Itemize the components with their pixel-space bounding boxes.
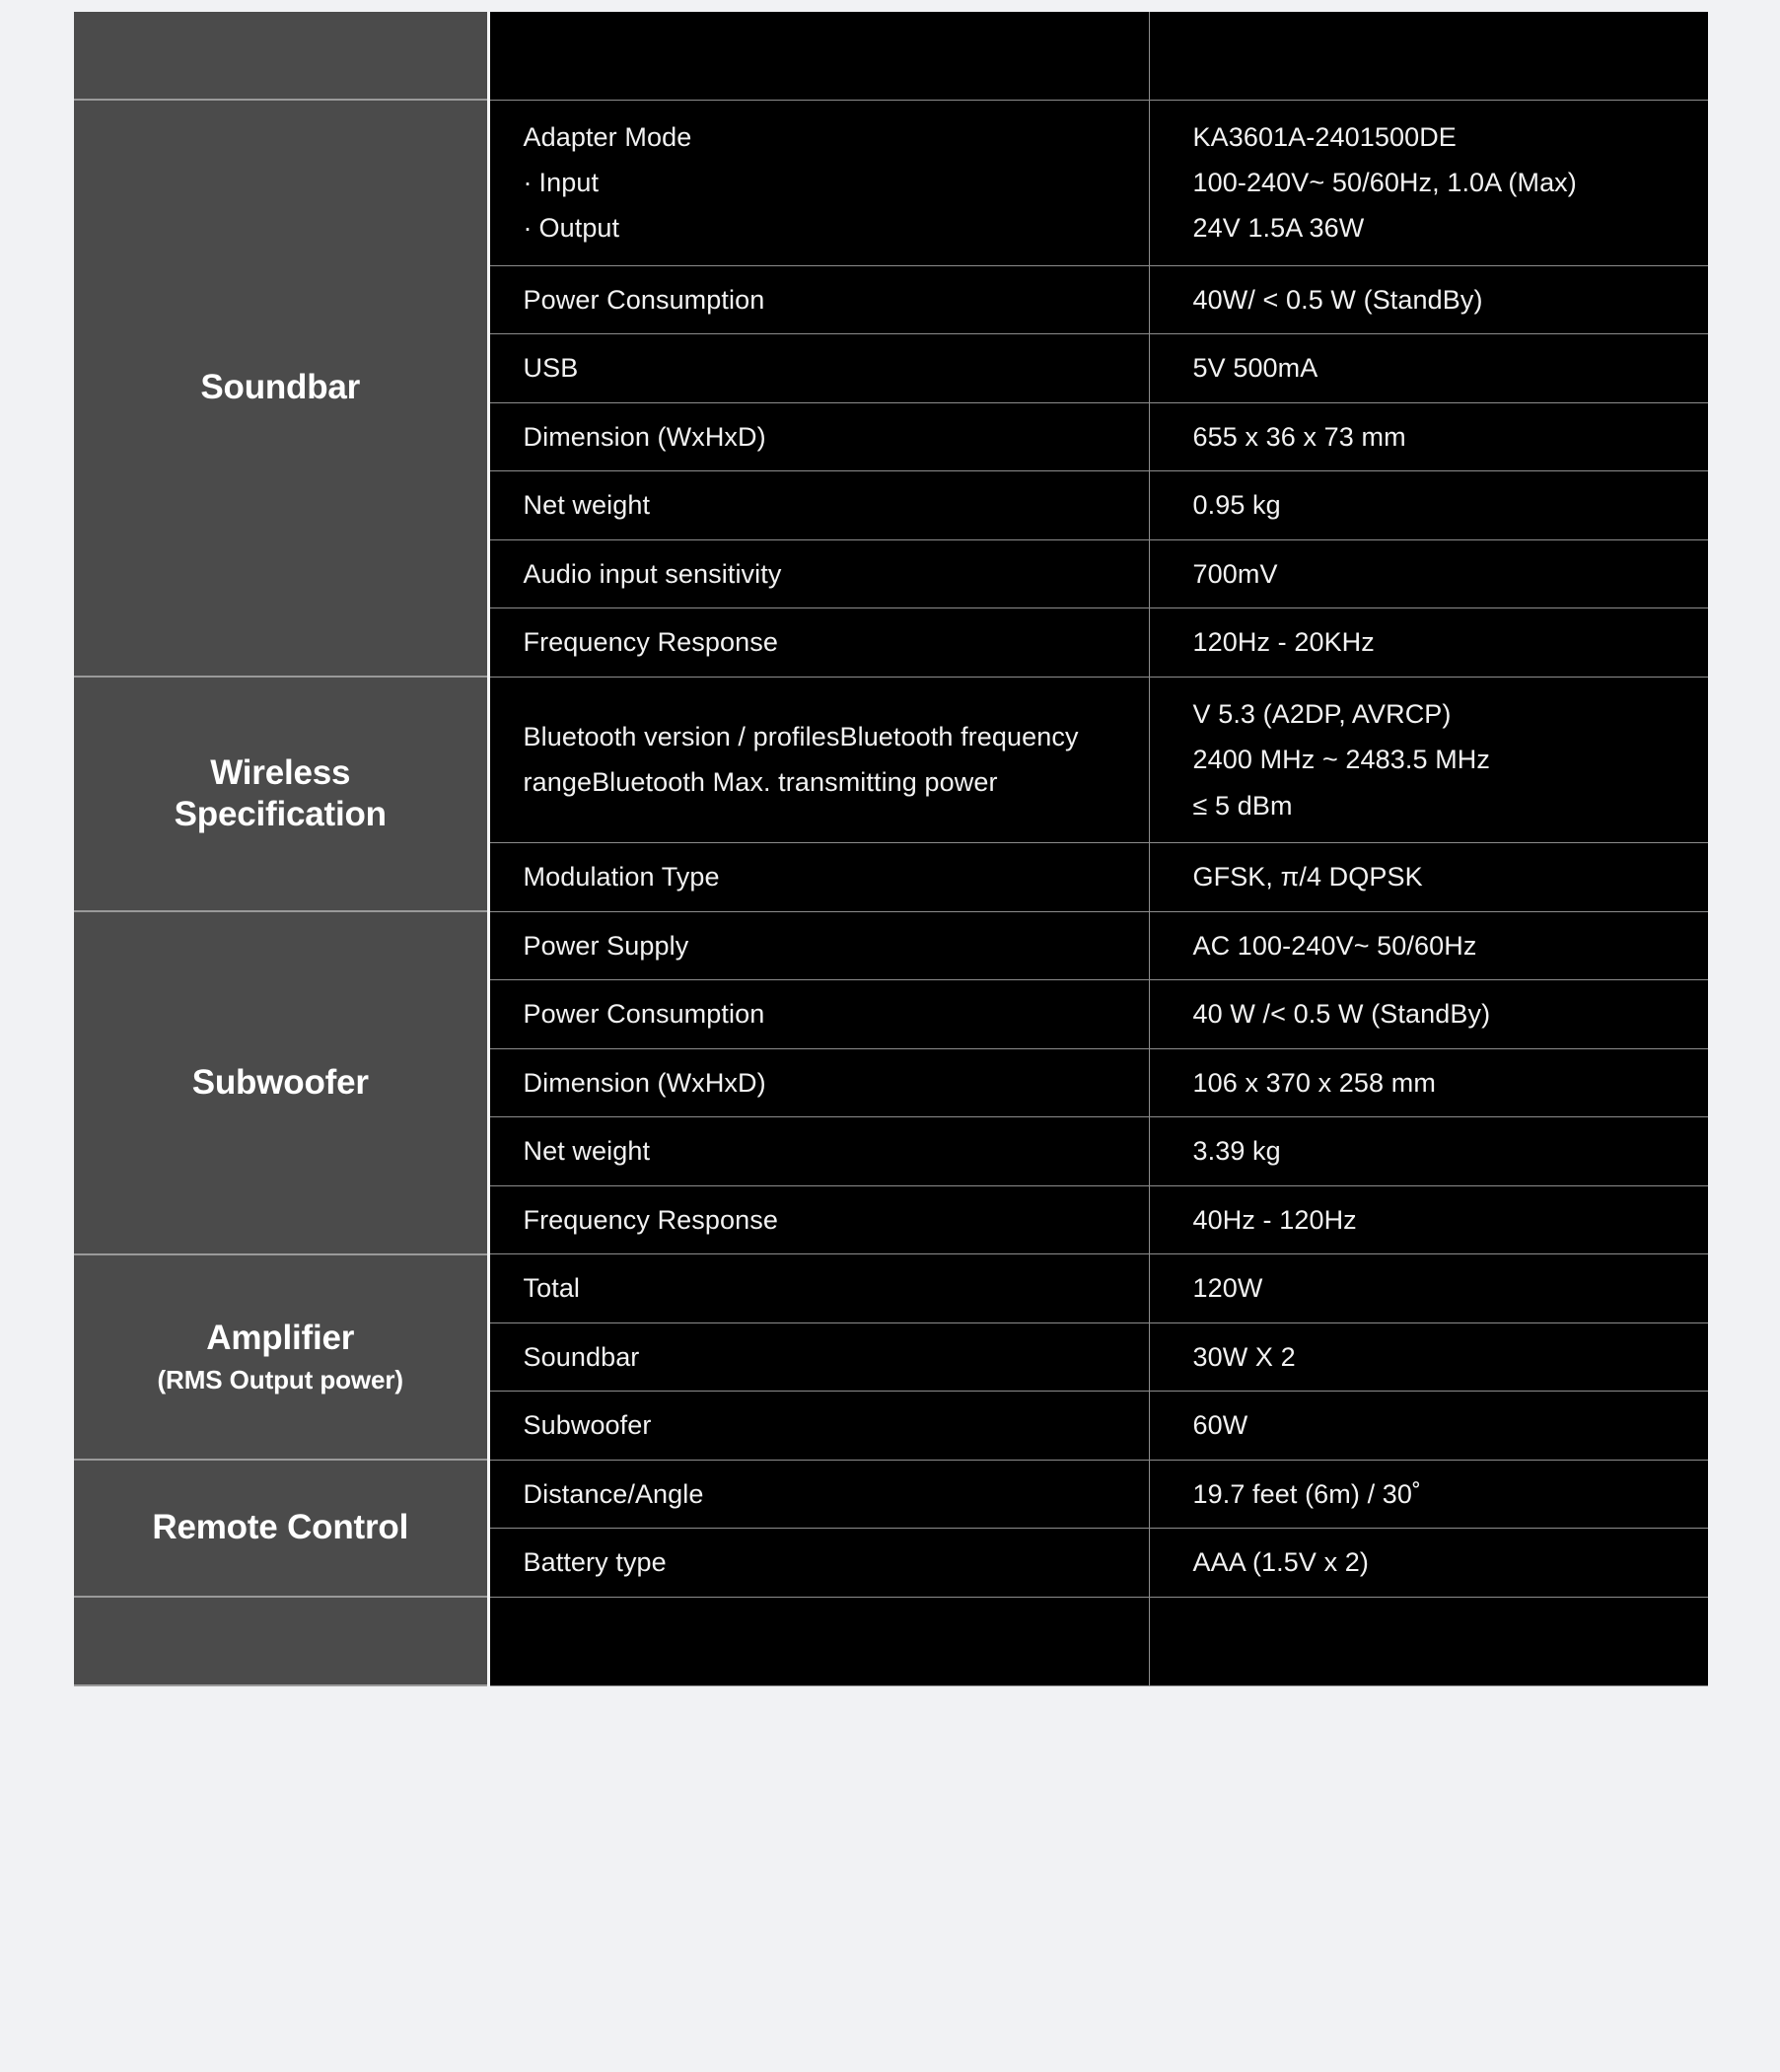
spec-label-cell: Battery type — [488, 1529, 1149, 1598]
spacer-row — [74, 12, 1708, 100]
spec-value-line: 2400 MHz ~ 2483.5 MHz — [1192, 745, 1490, 775]
spec-value-cell: 40Hz - 120Hz — [1149, 1185, 1708, 1254]
spec-label-cell: Modulation Type — [488, 843, 1149, 912]
spec-value-cell: 120Hz - 20KHz — [1149, 608, 1708, 678]
spec-label-cell: Power Consumption — [488, 265, 1149, 334]
spec-value-line: ≤ 5 dBm — [1192, 790, 1293, 821]
spec-label-cell — [488, 677, 1149, 842]
spec-value-cell: 19.7 feet (6m) / 30˚ — [1149, 1460, 1708, 1529]
spec-category-label-line2: Specification — [174, 795, 387, 834]
spec-category-soundbar — [74, 100, 488, 677]
spec-label-cell: Dimension (WxHxD) — [488, 402, 1149, 471]
spec-category-label: Wireless — [210, 752, 351, 792]
spec-table-body — [74, 12, 1708, 1685]
spec-label-line: Adapter Mode — [523, 121, 692, 152]
spec-table-wrapper — [74, 12, 1708, 1686]
table-row — [74, 677, 1708, 842]
spec-value-line: 100-240V~ 50/60Hz, 1.0A (Max) — [1192, 167, 1577, 197]
spec-value-line: KA3601A-2401500DE — [1192, 121, 1457, 152]
table-row — [74, 1254, 1708, 1323]
spec-category-subwoofer — [74, 911, 488, 1254]
spec-label-line: Bluetooth version / profiles — [523, 722, 840, 752]
spec-value-cell: 700mV — [1149, 539, 1708, 608]
spec-value-cell: 60W — [1149, 1392, 1708, 1461]
spec-label-cell — [488, 12, 1149, 100]
spec-value-line: 24V 1.5A 36W — [1192, 213, 1365, 244]
spec-label-line: Bluetooth Max. transmitting power — [592, 767, 998, 798]
spec-label-cell: Frequency Response — [488, 1185, 1149, 1254]
spec-value-cell: AC 100-240V~ 50/60Hz — [1149, 911, 1708, 980]
spec-label-cell: Frequency Response — [488, 608, 1149, 678]
spec-category-blank — [74, 12, 488, 100]
spec-category-label: Remote Control — [152, 1508, 409, 1547]
spacer-row — [74, 1597, 1708, 1685]
spec-label-line: Bluetooth frequency range — [523, 722, 1079, 798]
spec-value-cell: 3.39 kg — [1149, 1117, 1708, 1186]
spec-value-cell — [1149, 12, 1708, 100]
spec-category-blank — [74, 1597, 488, 1685]
spec-category-label: Amplifier — [206, 1318, 355, 1357]
spec-value-cell: 5V 500mA — [1149, 334, 1708, 403]
spec-label-cell: Net weight — [488, 471, 1149, 540]
spec-category-wireless — [74, 677, 488, 911]
spec-label-cell: Power Supply — [488, 911, 1149, 980]
spec-value-cell: 655 x 36 x 73 mm — [1149, 402, 1708, 471]
table-row — [74, 100, 1708, 265]
spec-value-cell: 30W X 2 — [1149, 1322, 1708, 1392]
spec-category-remote-control — [74, 1460, 488, 1597]
spec-label-cell — [488, 1597, 1149, 1685]
spec-category-amplifier — [74, 1254, 488, 1461]
product-specification-table — [74, 12, 1708, 1686]
spec-label-cell: USB — [488, 334, 1149, 403]
table-row — [74, 911, 1708, 980]
table-row — [74, 1460, 1708, 1529]
bullet-icon: · — [523, 167, 533, 197]
spec-value-cell: 0.95 kg — [1149, 471, 1708, 540]
spec-label-cell: Dimension (WxHxD) — [488, 1048, 1149, 1117]
spec-value-cell: AAA (1.5V x 2) — [1149, 1529, 1708, 1598]
spec-value-cell: 40 W /< 0.5 W (StandBy) — [1149, 980, 1708, 1049]
spec-label-line: · Input — [524, 160, 1131, 205]
bullet-icon: · — [523, 213, 533, 244]
spec-value-cell — [1149, 1597, 1708, 1685]
spec-value-cell — [1149, 677, 1708, 842]
spec-label-cell: Audio input sensitivity — [488, 539, 1149, 608]
spec-category-label: Subwoofer — [191, 1062, 369, 1102]
spec-label-cell: Net weight — [488, 1117, 1149, 1186]
spec-value-line: V 5.3 (A2DP, AVRCP) — [1192, 698, 1452, 729]
spec-label-line: · Output — [524, 205, 1131, 250]
spec-label-cell: Distance/Angle — [488, 1460, 1149, 1529]
spec-label-cell: Subwoofer — [488, 1392, 1149, 1461]
spec-label-cell: Total — [488, 1254, 1149, 1323]
spec-label-cell: Soundbar — [488, 1322, 1149, 1392]
spec-value-cell: 120W — [1149, 1254, 1708, 1323]
spec-label-cell: Power Consumption — [488, 980, 1149, 1049]
spec-label-cell — [488, 100, 1149, 265]
spec-category-sublabel: (RMS Output power) — [157, 1365, 403, 1395]
spec-value-cell: GFSK, π/4 DQPSK — [1149, 843, 1708, 912]
spec-category-label: Soundbar — [200, 368, 361, 407]
spec-value-cell — [1149, 100, 1708, 265]
spec-value-cell: 40W/ < 0.5 W (StandBy) — [1149, 265, 1708, 334]
spec-value-cell: 106 x 370 x 258 mm — [1149, 1048, 1708, 1117]
